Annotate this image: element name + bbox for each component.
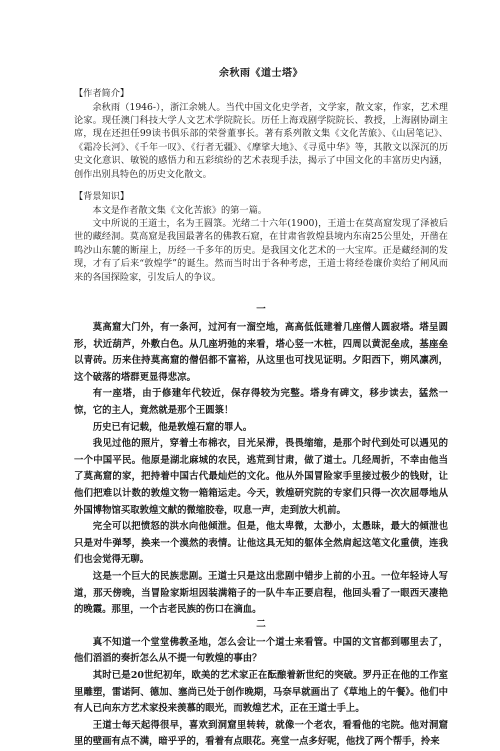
background-heading: 【背景知识】 [74, 191, 130, 203]
background-paragraph: 文中所说的王道士，名为王圆箓。光绪二十六年(1900)，王道士在莫高窟发现了泽被后世的藏经洞。莫高窟是我国最著名的佛教石窟，在甘肃省敦煌县境内东南25公里处，开凿在鸣沙山东麓的断崖上，历经一千多年的历史。是我国文化艺术的一大宝库。正是藏经洞的发现，才有了后来“敦煌学”的诞生。然而当时出于各种考虑，王道士将经卷廉价卖给了闸风而来的各国探险家，引发后人的争议。 [74, 218, 448, 283]
body-paragraph: 历史已有记载，他是敦煌石窟的罪人。 [92, 421, 253, 433]
author-heading: 【作者简介】 [74, 88, 130, 99]
spacer [74, 284, 448, 304]
author-section [74, 87, 448, 181]
background-paragraph: 本文是作者散文集《文化苦旅》的第一篇。 [92, 204, 267, 216]
spacer [74, 181, 448, 190]
body-paragraph: 其时已是20世纪初年，欧美的艺术家正在酝酿着新世纪的突破。罗丹正在他的工作室里雕塑，雷诺阿、德加、塞尚已处于创作晚期，马奈早就画出了《草地上的午餐》。他们中有人已向东方艺术家投来羡慕的眼光，而敦煌艺术，正在王道士手上。 [74, 669, 448, 715]
body-paragraph: 真不知道一个堂堂佛教圣地，怎么会让一个道士来看管。中国的文官都到哪里去了，他们滔滔的奏折怎么从不提一句敦煌的事由？ [74, 636, 448, 665]
background-section [74, 190, 448, 284]
section-two [74, 619, 448, 751]
body-paragraph: 我见过他的照片，穿着土布棉衣，目光呆滞，畏畏缩缩，是那个时代到处可以遇见的一个中国平民。他原是湖北麻城的农民，逃荒到甘肃，做了道士。几经周折，不幸由他当了莫高窟的家，把持着中国古代最灿烂的文化。他从外国冒险家手里接过极少的钱财，让他们把难以计数的敦煌文物一箱箱运走。今天，敦煌研究院的专家们只得一次次屈辱地从外国博物馆买取敦煌文献的微缩胶卷，叹息一声，走到放大机前。 [74, 438, 448, 516]
body-paragraph: 王道士每天起得很早，喜欢到洞窟里转转，就像一个老农，看看他的宅院。他对洞窟里的壁画有点不满，暗乎乎的，看着有点眼花。亮堂一点多好呢，他找了两个帮手，拎来 [74, 719, 448, 748]
author-paragraph: 余秋雨（1946-），浙江余姚人。当代中国文化史学者，文学家，散文家，作家，艺术理论家。现任澳门科技大学人文艺术学院院长。历任上海戏剧学院院长、教授，上海剧协副主席，现在还担任99读书俱乐部的荣誉董事长。著有系列散文集《文化苦旅》、《山居笔记》、《霜冷长河》、《千年一叹》、《行者无疆》、《摩挲大地》、《寻觅中华》等，其散文以深沉的历史文化意识、敏锐的感悟力和五彩缤纷的艺术表现手法，揭示了中国文化的丰富历史内涵，创作出别具特色的历史文化散文。 [74, 101, 448, 180]
document-title: 余秋雨《道士塔》 [219, 68, 303, 79]
body-paragraph: 莫高窟大门外，有一条河，过河有一溜空地，高高低低建着几座僧人圆寂塔。塔呈圆形，状近葫芦，外敷白色。从几座坍弛的来看，塔心竖一木桩，四周以黄泥垒成，基座垒以青砖。历来住持莫高窟的僧侣都不富裕，从这里也可找见证明。夕阳西下，朔风凛冽，这个破落的塔群更显得悲凉。 [74, 322, 448, 383]
body-paragraph: 完全可以把愤怒的洪水向他倾泄。但是，他太卑微，太渺小，太愚昧，最大的倾泄也只是对牛弹琴，换来一个漠然的表情。让他这具无知的躯体全然肩起这笔文化重债，连我们也会觉得无聊。 [74, 521, 448, 566]
body-paragraph: 有一座塔，由于修建年代较近，保存得较为完整。塔身有碑文，移步读去，猛然一惊，它的主人，竟然就是那个王圆箓！ [74, 388, 448, 417]
section-one [74, 304, 448, 619]
section-number: 二 [256, 618, 266, 630]
body-paragraph: 这是一个巨大的民族悲剧。王道士只是这出悲剧中错步上前的小丑。一位年轻诗人写道，那天傍晚，当冒险家斯坦因装满箱子的一队牛车正要启程，他回头看了一眼西天凄艳的晚霞。那里，一个古老民族的伤口在滴血。 [74, 570, 448, 616]
section-number: 一 [256, 304, 266, 316]
